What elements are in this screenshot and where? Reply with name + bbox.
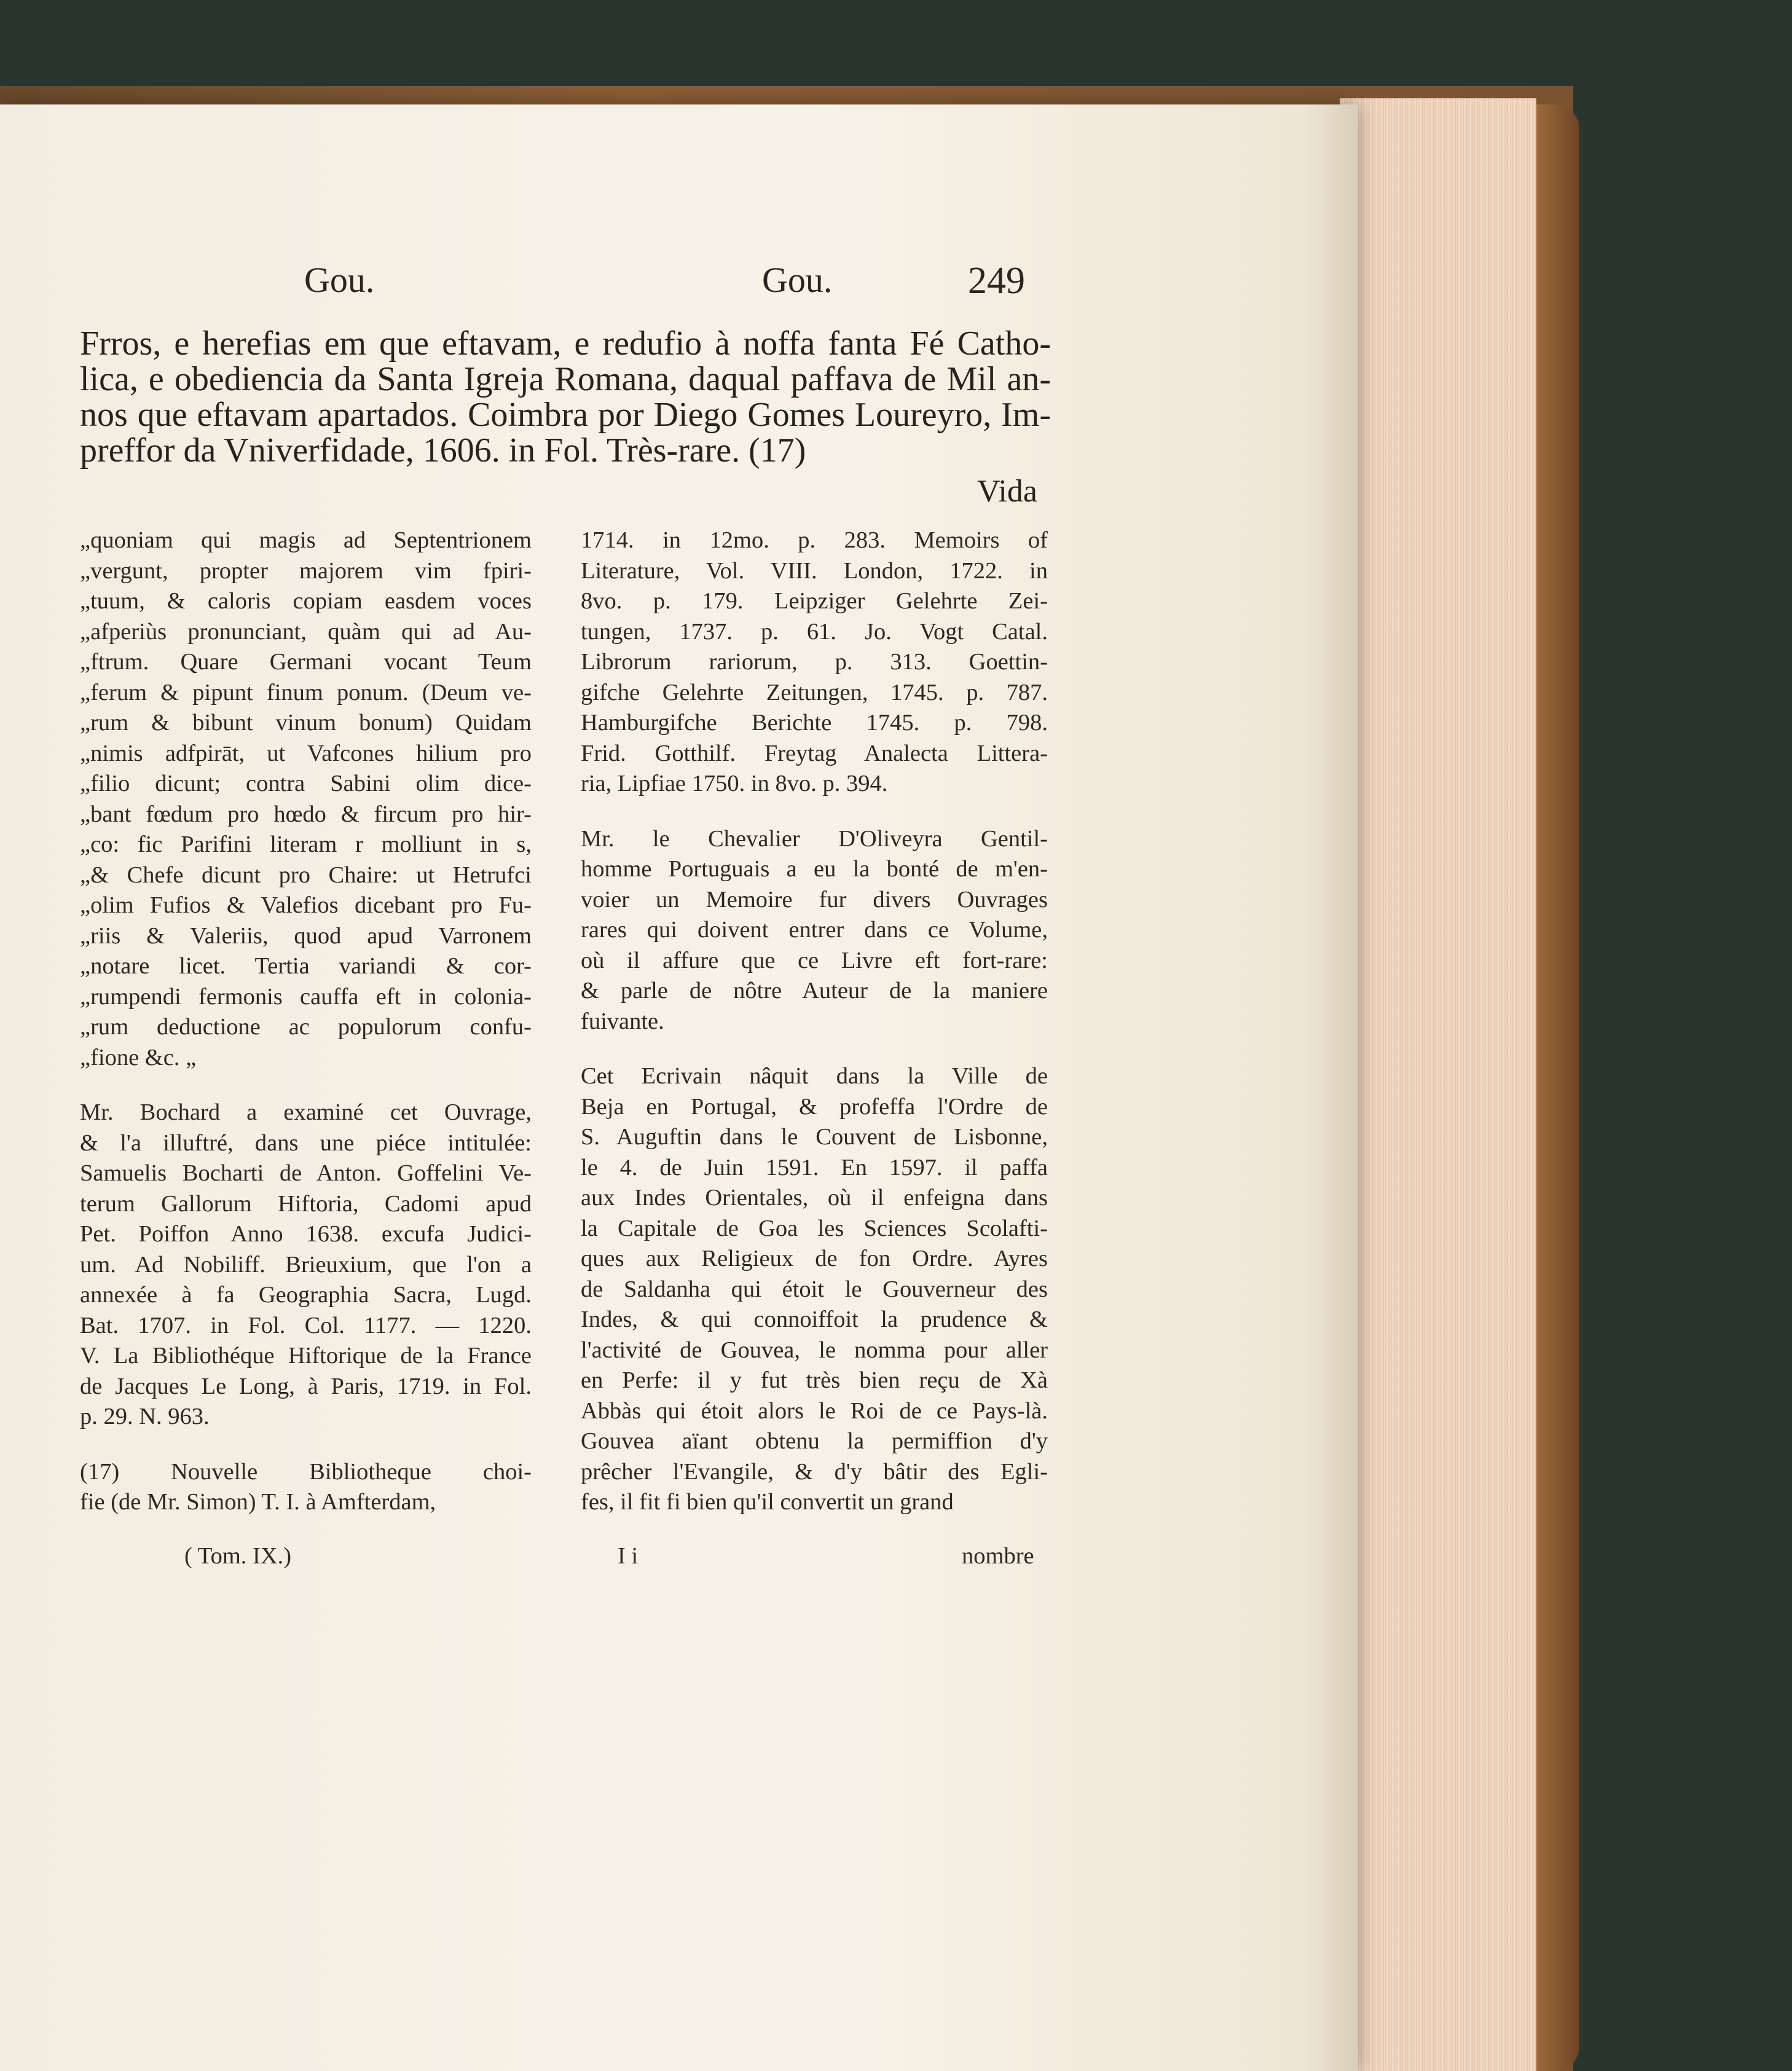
text-line: l'activité de Gouvea, le nomma pour aller: [581, 1337, 1048, 1363]
text-line: Cet Ecrivain nâquit dans la Ville de: [581, 1063, 1048, 1089]
text-line: Bat. 1707. in Fol. Col. 1177. — 1220.: [80, 1312, 532, 1338]
text-line: Samuelis Bocharti de Anton. Goffelini Ve-: [80, 1160, 532, 1186]
text-line: V. La Bibliothéque Hiftorique de la France: [80, 1343, 532, 1369]
text-line: „bant fœdum pro hœdo & fircum pro hir-: [80, 801, 532, 827]
text-line: voier un Memoire fur divers Ouvrages: [581, 886, 1048, 913]
text-line: „co: fic Parifini literam r molliunt in s,: [80, 831, 532, 857]
text-line: S. Auguftin dans le Couvent de Lisbonne,: [581, 1124, 1048, 1150]
text-line: „quoniam qui magis ad Septentrionem: [80, 527, 532, 553]
wide-line: lica, e obediencia da Santa Igreja Romana, daqual paffava de Mil an-: [80, 360, 1051, 398]
text-line: Pet. Poiffon Anno 1638. excufa Judici-: [80, 1221, 532, 1247]
text-line: terum Gallorum Hiftoria, Cadomi apud: [80, 1190, 532, 1217]
text-line: la Capitale de Goa les Sciences Scolafti-: [581, 1215, 1048, 1241]
text-line: um. Ad Nobiliff. Brieuxium, que l'on a: [80, 1251, 532, 1278]
wide-line: Frros, e herefias em que eftavam, e redufio à noffa fanta Fé Catho-: [80, 324, 1051, 363]
text-line: Mr. Bochard a examiné cet Ouvrage,: [80, 1099, 532, 1125]
text-line: Gouvea aïant obtenu la permiffion d'y: [581, 1428, 1048, 1454]
wide-text-block: [80, 326, 1051, 468]
text-line: Literature, Vol. VIII. London, 1722. in: [581, 557, 1048, 584]
text-line: „ftrum. Quare Germani vocant Teum: [80, 649, 532, 675]
wide-line: preffor da Vniverfidade, 1606. in Fol. Très-rare. (17): [80, 431, 806, 470]
text-line: Hamburgifche Berichte 1745. p. 798.: [581, 710, 1048, 736]
footer-signature: I i: [618, 1543, 639, 1569]
text-line: „ferum & pipunt finum ponum. (Deum ve-: [80, 679, 532, 705]
text-line: „filio dicunt; contra Sabini olim dice-: [80, 771, 532, 796]
text-line: „tuum, & caloris copiam easdem voces: [80, 588, 532, 614]
running-head-center: Gou.: [762, 260, 833, 300]
text-line: le 4. de Juin 1591. En 1597. il paffa: [581, 1154, 1048, 1181]
paragraph-gap: [581, 800, 1048, 824]
text-line: Librorum rariorum, p. 313. Goettin-: [581, 649, 1048, 675]
left-column: [80, 525, 532, 1518]
footer-catchword: nombre: [962, 1543, 1034, 1569]
text-line: gifche Gelehrte Zeitungen, 1745. p. 787.: [581, 679, 1048, 705]
catchword-top: Vida: [977, 474, 1037, 509]
text-line: rares qui doivent entrer dans ce Volume,: [581, 917, 1048, 943]
text-line: „nimis adfpirāt, ut Vafcones hilium pro: [80, 740, 532, 766]
text-line: Abbàs qui étoit alors le Roi de ce Pays-là.: [581, 1397, 1048, 1424]
wide-line: nos que eftavam apartados. Coimbra por Diego Gomes Loureyro, Im-: [80, 396, 1051, 434]
footer-volume: ( Tom. IX.): [184, 1543, 292, 1569]
text-line: Mr. le Chevalier D'Oliveyra Gentil-: [581, 825, 1048, 852]
text-line: „olim Fufios & Valefios dicebant pro Fu-: [80, 892, 532, 918]
text-line: & parle de nôtre Auteur de la maniere: [581, 978, 1048, 1004]
text-line: & l'a illuftré, dans une piéce intitulée:: [80, 1130, 532, 1156]
text-line: où il affure que ce Livre eft fort-rare:: [581, 947, 1048, 973]
text-line: Indes, & qui connoiffoit la prudence &: [581, 1307, 1048, 1332]
text-line: p. 29. N. 963.: [80, 1404, 210, 1429]
text-line: de Jacques Le Long, à Paris, 1719. in Fol.: [80, 1373, 532, 1399]
text-line: homme Portuguais a eu la bonté de m'en-: [581, 856, 1048, 882]
text-line: ria, Lipfiae 1750. in 8vo. p. 394.: [581, 771, 888, 796]
text-line: „rum & bibunt vinum bonum) Quidam: [80, 710, 532, 736]
paragraph-gap: [581, 1037, 1048, 1061]
text-line: fes, il fit fi bien qu'il convertit un grand: [581, 1489, 954, 1515]
text-line: 1714. in 12mo. p. 283. Memoirs of: [581, 527, 1048, 553]
page-edges: [1340, 98, 1536, 2071]
text-line: „vergunt, propter majorem vim fpiri-: [80, 557, 532, 584]
text-line: tungen, 1737. p. 61. Jo. Vogt Catal.: [581, 618, 1048, 645]
text-line: „afperiùs pronunciant, quàm qui ad Au-: [80, 618, 532, 645]
text-line: Frid. Gotthilf. Freytag Analecta Littera-: [581, 740, 1048, 766]
text-line: fuivante.: [581, 1008, 664, 1034]
running-head-left: Gou.: [304, 260, 375, 300]
text-line: ques aux Religieux de fon Ordre. Ayres: [581, 1246, 1048, 1271]
text-line: Beja en Portugal, & profeffa l'Ordre de: [581, 1093, 1048, 1120]
text-line: „riis & Valeriis, quod apud Varronem: [80, 922, 532, 949]
text-line: de Saldanha qui étoit le Gouverneur des: [581, 1276, 1048, 1302]
text-line: fie (de Mr. Simon) T. I. à Amfterdam,: [80, 1489, 436, 1515]
page-number: 249: [968, 260, 1025, 302]
text-line: annexée à fa Geographia Sacra, Lugd.: [80, 1282, 532, 1308]
text-line: en Perfe: il y fut très bien reçu de Xà: [581, 1367, 1048, 1393]
text-line: „notare licet. Tertia variandi & cor-: [80, 953, 532, 979]
text-line: (17) Nouvelle Bibliotheque choi-: [80, 1458, 532, 1485]
paragraph-gap: [80, 1432, 532, 1457]
text-line: „rumpendi fermonis cauffa eft in colonia-: [80, 983, 532, 1010]
text-line: „rum deductione ac populorum confu-: [80, 1014, 532, 1040]
text-line: „& Chefe dicunt pro Chaire: ut Hetrufci: [80, 862, 532, 888]
text-line: prêcher l'Evangile, & d'y bâtir des Egli-: [581, 1458, 1048, 1485]
paragraph-gap: [80, 1073, 532, 1098]
text-line: 8vo. p. 179. Leipziger Gelehrte Zei-: [581, 588, 1048, 614]
text-line: aux Indes Orientales, où il enfeigna dans: [581, 1185, 1048, 1211]
text-line: „fione &c. „: [80, 1044, 197, 1071]
right-column: [581, 525, 1048, 1518]
